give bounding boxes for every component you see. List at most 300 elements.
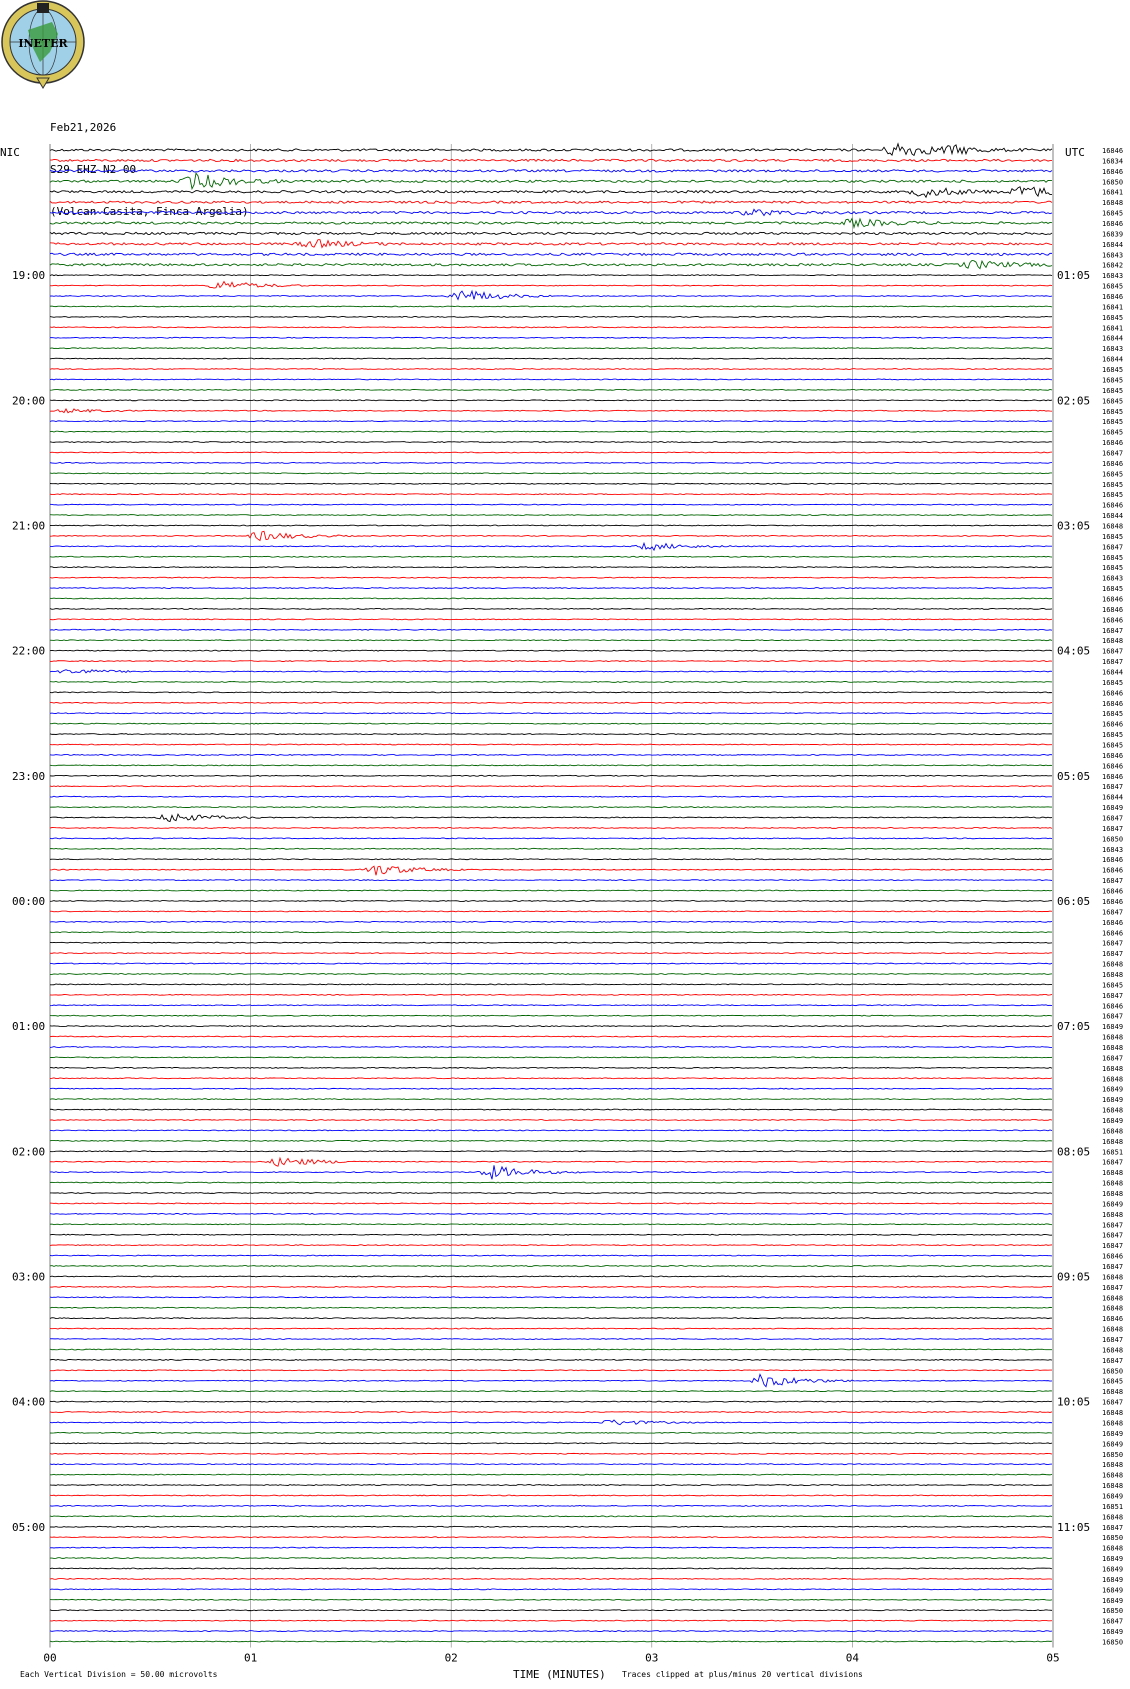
trace-line	[50, 515, 1052, 516]
trace-count-label: 16845	[1102, 386, 1124, 395]
trace-line	[50, 1266, 1052, 1267]
trace-line	[50, 483, 1052, 484]
x-tick-label: 01	[243, 1651, 258, 1665]
right-hour-label: 08:05	[1057, 1145, 1091, 1159]
trace-count-label: 16848	[1102, 1304, 1124, 1313]
trace-line	[50, 744, 1052, 745]
trace-line	[50, 866, 1052, 875]
right-hour-label: 03:05	[1057, 519, 1091, 533]
trace-line	[50, 1165, 1052, 1179]
trace-count-label: 16847	[1102, 824, 1124, 833]
right-hour-label: 07:05	[1057, 1020, 1091, 1034]
left-hour-label: 21:00	[12, 519, 46, 533]
x-tick-label: 02	[444, 1651, 458, 1665]
trace-count-label: 16844	[1102, 512, 1124, 521]
trace-line	[50, 144, 1052, 156]
trace-line	[50, 1547, 1052, 1548]
trace-line	[50, 1286, 1052, 1287]
right-hour-label: 11:05	[1057, 1520, 1091, 1534]
trace-line	[50, 187, 1052, 197]
trace-count-label: 16845	[1102, 564, 1124, 573]
trace-count-label: 16848	[1102, 1179, 1124, 1188]
trace-line	[50, 984, 1052, 985]
trace-count-label: 16846	[1102, 720, 1124, 729]
right-timezone-label: UTC	[1065, 146, 1085, 159]
left-hour-label: 00:00	[12, 894, 46, 908]
trace-count-label: 16844	[1102, 240, 1124, 249]
trace-count-label: 16846	[1102, 897, 1124, 906]
trace-count-label: 16846	[1102, 751, 1124, 760]
trace-count-label: 16843	[1102, 345, 1124, 354]
x-tick-label: 05	[1046, 1651, 1060, 1665]
trace-count-label: 16849	[1102, 1085, 1124, 1094]
trace-line	[50, 629, 1052, 630]
trace-count-label: 16848	[1102, 1043, 1124, 1052]
trace-count-label: 16846	[1102, 293, 1124, 302]
trace-count-label: 16848	[1102, 637, 1124, 646]
trace-line	[50, 240, 1052, 248]
trace-line	[50, 201, 1052, 203]
right-hour-label: 05:05	[1057, 769, 1091, 783]
trace-line	[50, 828, 1052, 829]
trace-line	[50, 723, 1052, 724]
trace-line	[50, 911, 1052, 912]
trace-count-label: 16848	[1102, 960, 1124, 969]
trace-line	[50, 754, 1052, 755]
trace-line	[50, 1412, 1052, 1413]
trace-line	[50, 1526, 1052, 1527]
trace-line	[50, 531, 1052, 540]
trace-count-label: 16845	[1102, 418, 1124, 427]
trace-count-label: 16848	[1102, 1461, 1124, 1470]
trace-count-label: 16848	[1102, 1471, 1124, 1480]
trace-line	[50, 1420, 1052, 1425]
trace-line	[50, 232, 1052, 234]
trace-count-label: 16848	[1102, 1127, 1124, 1136]
trace-line	[50, 1255, 1052, 1256]
trace-count-label: 16846	[1102, 439, 1124, 448]
trace-count-label: 16846	[1102, 699, 1124, 708]
trace-line	[50, 814, 1052, 821]
trace-count-label: 16850	[1102, 178, 1124, 187]
trace-line	[50, 1339, 1052, 1340]
trace-line	[50, 282, 1052, 288]
trace-count-label: 16847	[1102, 1158, 1124, 1167]
trace-line	[50, 1464, 1052, 1465]
trace-count-label: 16845	[1102, 480, 1124, 489]
trace-count-label: 16851	[1102, 1502, 1124, 1511]
trace-count-label: 16849	[1102, 1575, 1124, 1584]
trace-count-label: 16841	[1102, 303, 1124, 312]
trace-count-label: 16848	[1102, 1513, 1124, 1522]
trace-line	[50, 1495, 1052, 1496]
trace-count-label: 16847	[1102, 658, 1124, 667]
trace-count-label: 16850	[1102, 1607, 1124, 1616]
trace-line	[50, 219, 1052, 228]
trace-count-label: 16849	[1102, 1116, 1124, 1125]
trace-count-label: 16849	[1102, 804, 1124, 813]
trace-line	[50, 504, 1052, 505]
trace-line	[50, 1589, 1052, 1590]
trace-line	[50, 1391, 1052, 1392]
trace-count-label: 16843	[1102, 251, 1124, 260]
trace-count-label: 16849	[1102, 1440, 1124, 1449]
left-hour-label: 03:00	[12, 1270, 46, 1284]
trace-count-label: 16847	[1102, 783, 1124, 792]
trace-line	[50, 1328, 1052, 1329]
trace-count-label: 16848	[1102, 1169, 1124, 1178]
trace-count-label: 16839	[1102, 230, 1124, 239]
right-hour-label: 06:05	[1057, 894, 1091, 908]
trace-line	[50, 525, 1052, 526]
trace-line	[50, 1015, 1052, 1016]
trace-count-label: 16848	[1102, 1346, 1124, 1355]
trace-line	[50, 1370, 1052, 1371]
trace-line	[50, 1088, 1052, 1089]
trace-count-label: 16846	[1102, 616, 1124, 625]
trace-line	[50, 567, 1052, 568]
trace-line	[50, 608, 1052, 609]
trace-count-label: 16848	[1102, 970, 1124, 979]
trace-line	[50, 1307, 1052, 1308]
trace-line	[50, 170, 1052, 172]
trace-count-label: 16850	[1102, 1534, 1124, 1543]
trace-line	[50, 963, 1052, 964]
trace-line	[50, 1485, 1052, 1486]
trace-count-label: 16846	[1102, 595, 1124, 604]
trace-line	[50, 942, 1052, 943]
trace-line	[50, 400, 1052, 401]
trace-line	[50, 1182, 1052, 1183]
trace-line	[50, 1443, 1052, 1444]
trace-line	[50, 1193, 1052, 1194]
right-hour-label: 04:05	[1057, 644, 1091, 658]
right-hour-label: 09:05	[1057, 1270, 1091, 1284]
trace-count-label: 16847	[1102, 877, 1124, 886]
trace-count-label: 16846	[1102, 856, 1124, 865]
trace-line	[50, 494, 1052, 495]
trace-count-label: 16849	[1102, 1586, 1124, 1595]
trace-line	[50, 159, 1052, 161]
trace-count-label: 16847	[1102, 1012, 1124, 1021]
trace-count-label: 16843	[1102, 574, 1124, 583]
footer-clip-note: Traces clipped at plus/minus 20 vertical divisions	[622, 1670, 863, 1679]
trace-count-label: 16845	[1102, 1377, 1124, 1386]
trace-count-label: 16846	[1102, 459, 1124, 468]
trace-count-label: 16849	[1102, 1565, 1124, 1574]
trace-count-label: 16845	[1102, 366, 1124, 375]
trace-count-label: 16845	[1102, 981, 1124, 990]
trace-count-label: 16847	[1102, 1242, 1124, 1251]
trace-line	[50, 1036, 1052, 1037]
trace-count-label: 16845	[1102, 282, 1124, 291]
trace-line	[50, 848, 1052, 849]
trace-count-label: 16848	[1102, 1137, 1124, 1146]
trace-line	[50, 1505, 1052, 1506]
trace-line	[50, 859, 1052, 860]
trace-line	[50, 786, 1052, 787]
trace-line	[50, 442, 1052, 443]
x-tick-labels	[43, 1651, 1059, 1664]
right-hour-label: 01:05	[1057, 269, 1091, 283]
trace-line	[50, 640, 1052, 641]
trace-line	[50, 1245, 1052, 1246]
trace-line	[50, 1401, 1052, 1402]
trace-count-label: 16846	[1102, 605, 1124, 614]
trace-line	[50, 421, 1052, 422]
trace-count-label: 16843	[1102, 272, 1124, 281]
trace-count-label: 16848	[1102, 1075, 1124, 1084]
trace-line	[50, 1158, 1052, 1166]
trace-count-label: 16850	[1102, 1450, 1124, 1459]
left-hour-label: 04:00	[12, 1395, 46, 1409]
trace-count-label: 16848	[1102, 199, 1124, 208]
trace-count-label: 16847	[1102, 1054, 1124, 1063]
trace-count-label: 16845	[1102, 397, 1124, 406]
trace-line	[50, 1047, 1052, 1048]
trace-count-label: 16842	[1102, 261, 1124, 270]
x-tick-label: 04	[845, 1651, 860, 1665]
trace-count-label: 16845	[1102, 428, 1124, 437]
trace-count-label: 16847	[1102, 647, 1124, 656]
trace-count-label: 16845	[1102, 407, 1124, 416]
trace-count-label: 16847	[1102, 1356, 1124, 1365]
trace-line	[50, 807, 1052, 808]
trace-count-label: 16848	[1102, 1033, 1124, 1042]
trace-count-label: 16845	[1102, 209, 1124, 218]
left-timezone-label: NIC	[0, 146, 20, 159]
trace-line	[50, 692, 1052, 693]
trace-line	[50, 775, 1052, 776]
trace-count-label: 16846	[1102, 220, 1124, 229]
trace-line	[50, 1224, 1052, 1225]
left-hour-label: 20:00	[12, 394, 46, 408]
trace-line	[50, 681, 1052, 682]
trace-line	[50, 348, 1052, 349]
trace-count-label: 16846	[1102, 887, 1124, 896]
trace-count-label: 16846	[1102, 762, 1124, 771]
trace-line	[50, 661, 1052, 662]
trace-line	[50, 1078, 1052, 1079]
left-hour-label: 23:00	[12, 769, 46, 783]
left-hour-label: 22:00	[12, 644, 46, 658]
trace-line	[50, 1599, 1052, 1600]
trace-count-label: 16845	[1102, 470, 1124, 479]
trace-line	[50, 974, 1052, 975]
trace-count-label: 16851	[1102, 1148, 1124, 1157]
trace-count-label: 16844	[1102, 355, 1124, 364]
trace-line	[50, 260, 1052, 268]
trace-count-label: 16845	[1102, 553, 1124, 562]
trace-line	[50, 253, 1052, 255]
trace-count-label: 16843	[1102, 845, 1124, 854]
trace-line	[50, 953, 1052, 954]
footer-division-note: Each Vertical Division = 50.00 microvolts	[20, 1670, 218, 1679]
x-tick-label: 03	[645, 1651, 659, 1665]
trace-line	[50, 932, 1052, 933]
trace-count-label: 16849	[1102, 1555, 1124, 1564]
trace-count-label: 16845	[1102, 376, 1124, 385]
right-hour-label: 10:05	[1057, 1395, 1091, 1409]
trace-line	[50, 173, 1052, 189]
trace-count-label: 16848	[1102, 1482, 1124, 1491]
trace-count-label: 16847	[1102, 1617, 1124, 1626]
trace-count-label: 16848	[1102, 1210, 1124, 1219]
trace-line	[50, 588, 1052, 589]
trace-line	[50, 275, 1052, 276]
trace-count-label: 16846	[1102, 1315, 1124, 1324]
trace-line	[50, 994, 1052, 995]
trace-line	[50, 1203, 1052, 1204]
trace-count-label: 16845	[1102, 313, 1124, 322]
trace-count-label: 16847	[1102, 908, 1124, 917]
trace-count-label: 16848	[1102, 1273, 1124, 1282]
trace-count-label: 16848	[1102, 522, 1124, 531]
trace-count-label: 16847	[1102, 950, 1124, 959]
trace-count-label: 16848	[1102, 1106, 1124, 1115]
trace-line	[50, 1453, 1052, 1454]
trace-line	[50, 702, 1052, 703]
trace-line	[50, 901, 1052, 902]
trace-line	[50, 1005, 1052, 1006]
x-tick-label: 00	[43, 1651, 57, 1665]
trace-line	[50, 1140, 1052, 1141]
ineter-logo	[2, 1, 84, 88]
header-location: (Volcan Casita, Finca Argelia)	[50, 205, 249, 218]
trace-count-label: 16850	[1102, 1638, 1124, 1647]
trace-line	[50, 337, 1052, 338]
trace-count-label: 16846	[1102, 772, 1124, 781]
trace-line	[50, 880, 1052, 881]
trace-group	[50, 144, 1052, 1642]
trace-count-label: 16849	[1102, 1596, 1124, 1605]
trace-line	[50, 556, 1052, 557]
trace-count-label: 16834	[1102, 157, 1124, 166]
trace-count-label: 16845	[1102, 741, 1124, 750]
trace-count-label: 16848	[1102, 1544, 1124, 1553]
trace-count-label: 16847	[1102, 1336, 1124, 1345]
trace-count-label: 16849	[1102, 1492, 1124, 1501]
trace-count-label: 16850	[1102, 1367, 1124, 1376]
trace-count-label: 16848	[1102, 1409, 1124, 1418]
trace-count-label: 16847	[1102, 991, 1124, 1000]
trace-count-label: 16846	[1102, 866, 1124, 875]
trace-line	[50, 1120, 1052, 1121]
trace-line	[50, 1234, 1052, 1235]
trace-line	[50, 796, 1052, 797]
trace-line	[50, 543, 1052, 550]
trace-line	[50, 619, 1052, 620]
trace-count-label: 16848	[1102, 1419, 1124, 1428]
trace-line	[50, 1537, 1052, 1538]
trace-count-label: 16846	[1102, 918, 1124, 927]
trace-count-label: 16847	[1102, 1221, 1124, 1230]
trace-count-label: 16845	[1102, 731, 1124, 740]
trace-line	[50, 409, 1052, 413]
trace-line	[50, 1276, 1052, 1277]
trace-line	[50, 1026, 1052, 1027]
trace-count-label: 16849	[1102, 1429, 1124, 1438]
trace-count-label: 16847	[1102, 626, 1124, 635]
trace-count-label: 16845	[1102, 710, 1124, 719]
trace-line	[50, 1374, 1052, 1386]
logo-text: INETER	[18, 37, 68, 50]
trace-count-label: 16846	[1102, 689, 1124, 698]
trace-count-label: 16847	[1102, 1231, 1124, 1240]
trace-count-label: 16847	[1102, 1523, 1124, 1532]
trace-line	[50, 316, 1052, 317]
trace-line	[50, 327, 1052, 328]
trace-line	[50, 1359, 1052, 1360]
trace-line	[50, 1631, 1052, 1632]
trace-count-label: 16847	[1102, 1398, 1124, 1407]
trace-count-label: 16848	[1102, 1388, 1124, 1397]
trace-count-label: 16848	[1102, 1325, 1124, 1334]
trace-count-label: 16845	[1102, 491, 1124, 500]
trace-line	[50, 1067, 1052, 1068]
trace-count-label: 16850	[1102, 835, 1124, 844]
trace-line	[50, 1297, 1052, 1298]
trace-line	[50, 1151, 1052, 1152]
trace-line	[50, 462, 1052, 463]
left-hour-label: 02:00	[12, 1145, 46, 1159]
left-hour-label: 05:00	[12, 1520, 46, 1534]
trace-line	[50, 1130, 1052, 1131]
trace-count-label: 16847	[1102, 449, 1124, 458]
trace-line	[50, 1620, 1052, 1621]
trace-count-label: 16849	[1102, 1023, 1124, 1032]
trace-line	[50, 670, 1052, 673]
trace-line	[50, 209, 1052, 215]
trace-count-label: 16847	[1102, 1283, 1124, 1292]
trace-count-label: 16846	[1102, 501, 1124, 510]
trace-line	[50, 577, 1052, 578]
trace-line	[50, 473, 1052, 474]
trace-line	[50, 1318, 1052, 1319]
trace-line	[50, 713, 1052, 714]
trace-count-label: 16845	[1102, 678, 1124, 687]
trace-line	[50, 1099, 1052, 1100]
trace-line	[50, 1109, 1052, 1110]
trace-line	[50, 1578, 1052, 1579]
trace-line	[50, 1516, 1052, 1517]
trace-line	[50, 838, 1052, 839]
left-hour-label: 19:00	[12, 269, 46, 283]
trace-count-label: 16849	[1102, 1200, 1124, 1209]
trace-count-label: 16841	[1102, 324, 1124, 333]
trace-count-label: 16846	[1102, 929, 1124, 938]
trace-count-label: 16844	[1102, 668, 1124, 677]
trace-count-label: 16847	[1102, 1263, 1124, 1272]
trace-line	[50, 1349, 1052, 1350]
trace-count-label: 16848	[1102, 1190, 1124, 1198]
left-hour-label: 01:00	[12, 1020, 46, 1034]
trace-count-label: 16847	[1102, 543, 1124, 552]
trace-line	[50, 306, 1052, 307]
trace-line	[50, 291, 1052, 299]
right-hour-labels	[1057, 269, 1090, 1534]
trace-line	[50, 765, 1052, 766]
trace-line	[50, 921, 1052, 922]
trace-count-label: 16845	[1102, 532, 1124, 541]
trace-line	[50, 452, 1052, 453]
left-hour-labels	[12, 269, 45, 1534]
trace-line	[50, 379, 1052, 380]
header-station: S29 EHZ N2 00	[50, 163, 137, 176]
trace-line	[50, 1641, 1052, 1642]
trace-line	[50, 890, 1052, 891]
trace-line	[50, 1213, 1052, 1214]
